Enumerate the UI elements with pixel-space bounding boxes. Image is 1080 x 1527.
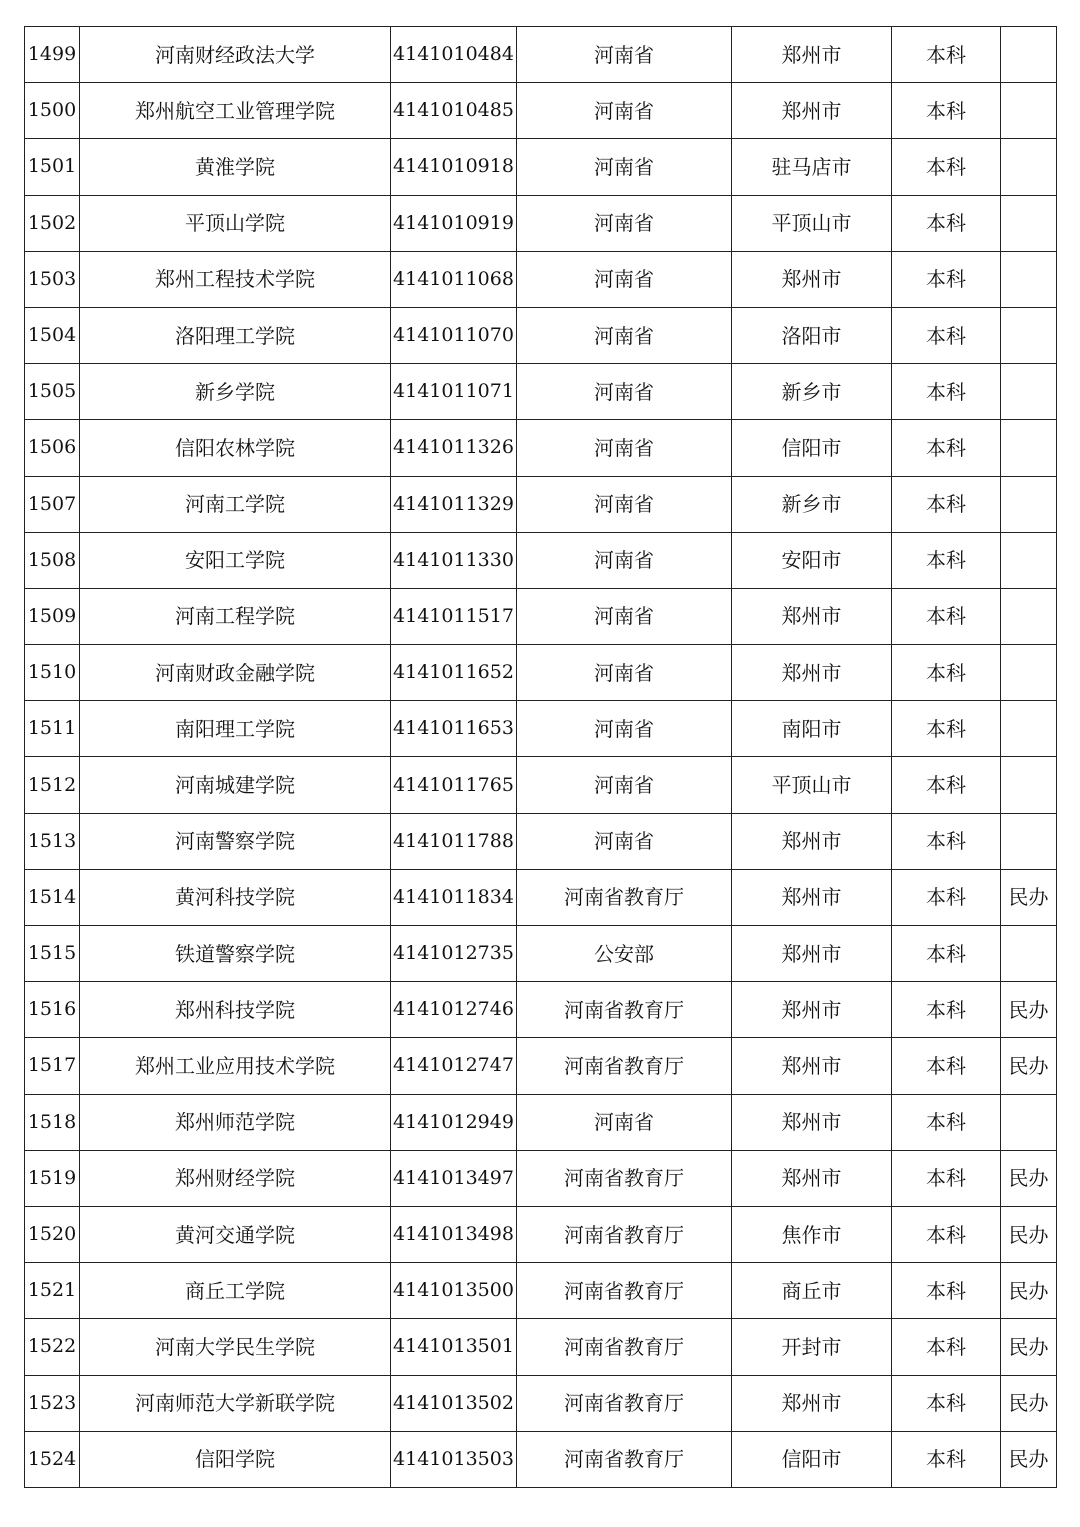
location-cell: 郑州市 <box>732 27 892 83</box>
university-name-cell: 信阳农林学院 <box>80 420 391 476</box>
table-row <box>25 27 1057 83</box>
university-name-cell: 洛阳理工学院 <box>80 307 391 363</box>
table-row <box>25 420 1057 476</box>
remark-cell <box>1001 757 1057 813</box>
remark-cell <box>1001 364 1057 420</box>
remark-cell: 民办 <box>1001 1431 1057 1487</box>
department-cell: 河南省 <box>517 195 732 251</box>
row-index-cell: 1516 <box>25 982 80 1038</box>
remark-cell: 民办 <box>1001 1206 1057 1262</box>
row-index-cell: 1503 <box>25 251 80 307</box>
level-cell: 本科 <box>892 1375 1001 1431</box>
level-cell: 本科 <box>892 982 1001 1038</box>
remark-cell: 民办 <box>1001 869 1057 925</box>
table-row <box>25 1319 1057 1375</box>
department-cell: 河南省 <box>517 476 732 532</box>
institution-code-cell: 4141011071 <box>391 364 517 420</box>
row-index-cell: 1510 <box>25 645 80 701</box>
department-cell: 河南省教育厅 <box>517 1038 732 1094</box>
department-cell: 河南省 <box>517 307 732 363</box>
institution-code-cell: 4141011834 <box>391 869 517 925</box>
remark-cell: 民办 <box>1001 1038 1057 1094</box>
table-row <box>25 1094 1057 1150</box>
university-name-cell: 河南财政金融学院 <box>80 645 391 701</box>
table-row <box>25 476 1057 532</box>
location-cell: 洛阳市 <box>732 307 892 363</box>
department-cell: 河南省 <box>517 757 732 813</box>
institution-code-cell: 4141012747 <box>391 1038 517 1094</box>
table-body <box>25 27 1057 1488</box>
department-cell: 公安部 <box>517 926 732 982</box>
institution-code-cell: 4141010484 <box>391 27 517 83</box>
department-cell: 河南省 <box>517 420 732 476</box>
level-cell: 本科 <box>892 869 1001 925</box>
table-row <box>25 83 1057 139</box>
row-index-cell: 1508 <box>25 532 80 588</box>
row-index-cell: 1519 <box>25 1150 80 1206</box>
row-index-cell: 1507 <box>25 476 80 532</box>
university-name-cell: 黄河科技学院 <box>80 869 391 925</box>
level-cell: 本科 <box>892 532 1001 588</box>
university-name-cell: 黄淮学院 <box>80 139 391 195</box>
university-name-cell: 铁道警察学院 <box>80 926 391 982</box>
institution-code-cell: 4141013498 <box>391 1206 517 1262</box>
institution-code-cell: 4141010918 <box>391 139 517 195</box>
remark-cell <box>1001 27 1057 83</box>
table-row <box>25 926 1057 982</box>
level-cell: 本科 <box>892 1431 1001 1487</box>
row-index-cell: 1523 <box>25 1375 80 1431</box>
department-cell: 河南省教育厅 <box>517 1375 732 1431</box>
level-cell: 本科 <box>892 195 1001 251</box>
remark-cell <box>1001 476 1057 532</box>
department-cell: 河南省教育厅 <box>517 1263 732 1319</box>
location-cell: 郑州市 <box>732 813 892 869</box>
location-cell: 新乡市 <box>732 476 892 532</box>
department-cell: 河南省 <box>517 139 732 195</box>
location-cell: 郑州市 <box>732 1375 892 1431</box>
university-name-cell: 安阳工学院 <box>80 532 391 588</box>
institution-code-cell: 4141011070 <box>391 307 517 363</box>
remark-cell: 民办 <box>1001 1375 1057 1431</box>
institution-code-cell: 4141013500 <box>391 1263 517 1319</box>
row-index-cell: 1521 <box>25 1263 80 1319</box>
institution-code-cell: 4141011653 <box>391 701 517 757</box>
department-cell: 河南省教育厅 <box>517 1431 732 1487</box>
university-name-cell: 河南师范大学新联学院 <box>80 1375 391 1431</box>
institution-code-cell: 4141011330 <box>391 532 517 588</box>
table-row <box>25 1206 1057 1262</box>
row-index-cell: 1506 <box>25 420 80 476</box>
university-name-cell: 河南财经政法大学 <box>80 27 391 83</box>
university-name-cell: 河南工程学院 <box>80 588 391 644</box>
location-cell: 商丘市 <box>732 1263 892 1319</box>
remark-cell <box>1001 532 1057 588</box>
university-name-cell: 郑州财经学院 <box>80 1150 391 1206</box>
row-index-cell: 1502 <box>25 195 80 251</box>
level-cell: 本科 <box>892 420 1001 476</box>
location-cell: 平顶山市 <box>732 195 892 251</box>
location-cell: 郑州市 <box>732 869 892 925</box>
institution-code-cell: 4141011765 <box>391 757 517 813</box>
university-name-cell: 郑州工程技术学院 <box>80 251 391 307</box>
location-cell: 平顶山市 <box>732 757 892 813</box>
remark-cell <box>1001 645 1057 701</box>
university-name-cell: 商丘工学院 <box>80 1263 391 1319</box>
location-cell: 新乡市 <box>732 364 892 420</box>
level-cell: 本科 <box>892 1319 1001 1375</box>
department-cell: 河南省教育厅 <box>517 869 732 925</box>
institution-code-cell: 4141010485 <box>391 83 517 139</box>
remark-cell <box>1001 83 1057 139</box>
table-row <box>25 1263 1057 1319</box>
institution-code-cell: 4141013503 <box>391 1431 517 1487</box>
remark-cell <box>1001 139 1057 195</box>
university-name-cell: 南阳理工学院 <box>80 701 391 757</box>
institution-code-cell: 4141011068 <box>391 251 517 307</box>
table-row <box>25 869 1057 925</box>
level-cell: 本科 <box>892 645 1001 701</box>
row-index-cell: 1514 <box>25 869 80 925</box>
institution-code-cell: 4141011326 <box>391 420 517 476</box>
row-index-cell: 1518 <box>25 1094 80 1150</box>
remark-cell <box>1001 813 1057 869</box>
university-name-cell: 郑州科技学院 <box>80 982 391 1038</box>
location-cell: 郑州市 <box>732 926 892 982</box>
table-row <box>25 813 1057 869</box>
table-row <box>25 364 1057 420</box>
remark-cell <box>1001 1094 1057 1150</box>
location-cell: 驻马店市 <box>732 139 892 195</box>
department-cell: 河南省 <box>517 251 732 307</box>
department-cell: 河南省 <box>517 364 732 420</box>
location-cell: 安阳市 <box>732 532 892 588</box>
table-row <box>25 982 1057 1038</box>
remark-cell: 民办 <box>1001 982 1057 1038</box>
row-index-cell: 1505 <box>25 364 80 420</box>
level-cell: 本科 <box>892 139 1001 195</box>
table-row <box>25 139 1057 195</box>
row-index-cell: 1512 <box>25 757 80 813</box>
level-cell: 本科 <box>892 364 1001 420</box>
institution-code-cell: 4141010919 <box>391 195 517 251</box>
location-cell: 南阳市 <box>732 701 892 757</box>
level-cell: 本科 <box>892 1263 1001 1319</box>
row-index-cell: 1500 <box>25 83 80 139</box>
remark-cell: 民办 <box>1001 1319 1057 1375</box>
university-name-cell: 河南工学院 <box>80 476 391 532</box>
location-cell: 郑州市 <box>732 645 892 701</box>
institution-code-cell: 4141013497 <box>391 1150 517 1206</box>
location-cell: 开封市 <box>732 1319 892 1375</box>
level-cell: 本科 <box>892 701 1001 757</box>
row-index-cell: 1524 <box>25 1431 80 1487</box>
location-cell: 郑州市 <box>732 1150 892 1206</box>
university-name-cell: 新乡学院 <box>80 364 391 420</box>
department-cell: 河南省教育厅 <box>517 982 732 1038</box>
location-cell: 郑州市 <box>732 1038 892 1094</box>
level-cell: 本科 <box>892 813 1001 869</box>
table-row <box>25 1431 1057 1487</box>
department-cell: 河南省 <box>517 645 732 701</box>
level-cell: 本科 <box>892 27 1001 83</box>
remark-cell <box>1001 195 1057 251</box>
remark-cell <box>1001 420 1057 476</box>
institution-code-cell: 4141013501 <box>391 1319 517 1375</box>
department-cell: 河南省 <box>517 1094 732 1150</box>
level-cell: 本科 <box>892 757 1001 813</box>
institution-code-cell: 4141012949 <box>391 1094 517 1150</box>
department-cell: 河南省教育厅 <box>517 1206 732 1262</box>
location-cell: 郑州市 <box>732 83 892 139</box>
location-cell: 郑州市 <box>732 588 892 644</box>
university-name-cell: 河南大学民生学院 <box>80 1319 391 1375</box>
location-cell: 信阳市 <box>732 420 892 476</box>
level-cell: 本科 <box>892 1038 1001 1094</box>
location-cell: 信阳市 <box>732 1431 892 1487</box>
department-cell: 河南省 <box>517 532 732 588</box>
institution-code-cell: 4141011652 <box>391 645 517 701</box>
department-cell: 河南省 <box>517 813 732 869</box>
table-row <box>25 701 1057 757</box>
level-cell: 本科 <box>892 1206 1001 1262</box>
department-cell: 河南省 <box>517 588 732 644</box>
table-row <box>25 757 1057 813</box>
level-cell: 本科 <box>892 307 1001 363</box>
table-row <box>25 307 1057 363</box>
remark-cell: 民办 <box>1001 1150 1057 1206</box>
university-name-cell: 郑州师范学院 <box>80 1094 391 1150</box>
department-cell: 河南省 <box>517 27 732 83</box>
row-index-cell: 1509 <box>25 588 80 644</box>
remark-cell <box>1001 588 1057 644</box>
table-row <box>25 1375 1057 1431</box>
table-row <box>25 588 1057 644</box>
level-cell: 本科 <box>892 588 1001 644</box>
row-index-cell: 1499 <box>25 27 80 83</box>
row-index-cell: 1513 <box>25 813 80 869</box>
table-row <box>25 645 1057 701</box>
row-index-cell: 1517 <box>25 1038 80 1094</box>
row-index-cell: 1504 <box>25 307 80 363</box>
university-list-table <box>24 26 1057 1488</box>
institution-code-cell: 4141011788 <box>391 813 517 869</box>
university-name-cell: 黄河交通学院 <box>80 1206 391 1262</box>
location-cell: 焦作市 <box>732 1206 892 1262</box>
university-list-table-container <box>24 26 1056 1488</box>
location-cell: 郑州市 <box>732 251 892 307</box>
level-cell: 本科 <box>892 251 1001 307</box>
remark-cell <box>1001 307 1057 363</box>
table-row <box>25 1150 1057 1206</box>
row-index-cell: 1522 <box>25 1319 80 1375</box>
university-name-cell: 郑州航空工业管理学院 <box>80 83 391 139</box>
level-cell: 本科 <box>892 1094 1001 1150</box>
location-cell: 郑州市 <box>732 1094 892 1150</box>
institution-code-cell: 4141013502 <box>391 1375 517 1431</box>
department-cell: 河南省教育厅 <box>517 1150 732 1206</box>
level-cell: 本科 <box>892 926 1001 982</box>
remark-cell <box>1001 251 1057 307</box>
institution-code-cell: 4141012735 <box>391 926 517 982</box>
university-name-cell: 河南警察学院 <box>80 813 391 869</box>
department-cell: 河南省 <box>517 701 732 757</box>
department-cell: 河南省 <box>517 83 732 139</box>
university-name-cell: 郑州工业应用技术学院 <box>80 1038 391 1094</box>
row-index-cell: 1511 <box>25 701 80 757</box>
university-name-cell: 信阳学院 <box>80 1431 391 1487</box>
row-index-cell: 1520 <box>25 1206 80 1262</box>
table-row <box>25 1038 1057 1094</box>
institution-code-cell: 4141011517 <box>391 588 517 644</box>
table-row <box>25 195 1057 251</box>
level-cell: 本科 <box>892 476 1001 532</box>
institution-code-cell: 4141011329 <box>391 476 517 532</box>
remark-cell <box>1001 701 1057 757</box>
department-cell: 河南省教育厅 <box>517 1319 732 1375</box>
table-row <box>25 251 1057 307</box>
university-name-cell: 河南城建学院 <box>80 757 391 813</box>
university-name-cell: 平顶山学院 <box>80 195 391 251</box>
remark-cell <box>1001 926 1057 982</box>
level-cell: 本科 <box>892 1150 1001 1206</box>
row-index-cell: 1501 <box>25 139 80 195</box>
table-row <box>25 532 1057 588</box>
level-cell: 本科 <box>892 83 1001 139</box>
row-index-cell: 1515 <box>25 926 80 982</box>
remark-cell: 民办 <box>1001 1263 1057 1319</box>
institution-code-cell: 4141012746 <box>391 982 517 1038</box>
location-cell: 郑州市 <box>732 982 892 1038</box>
